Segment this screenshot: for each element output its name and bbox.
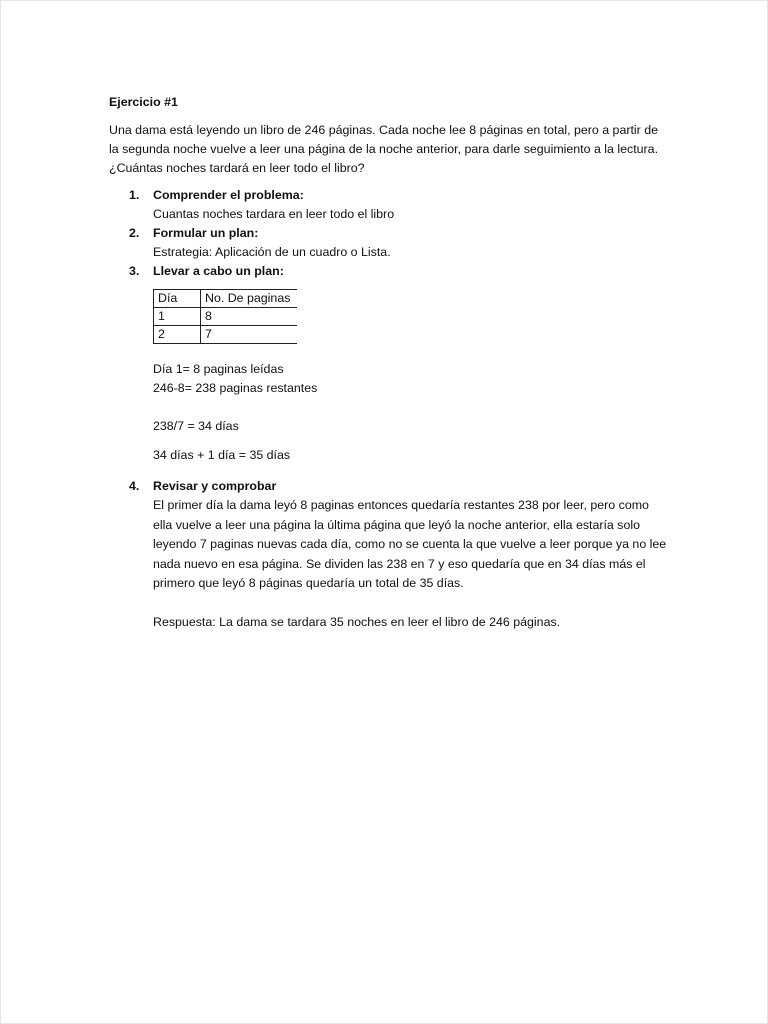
table-header-cell: Día — [154, 290, 201, 308]
step-execute — [109, 262, 669, 475]
step-title: Comprender el problema: — [153, 188, 304, 202]
step-title: Formular un plan: — [153, 226, 259, 240]
calc-line: 246-8= 238 paginas restantes — [153, 381, 318, 395]
solution-steps — [109, 186, 669, 632]
calc-line: 238/7 = 34 días — [153, 419, 239, 433]
calc-line: Día 1= 8 paginas leídas — [153, 362, 284, 376]
step-body: Cuantas noches tardara en leer todo el libro — [153, 207, 395, 221]
table-cell: 8 — [201, 308, 298, 326]
exercise-title: Ejercicio #1 — [109, 95, 178, 109]
table-header-cell: No. De paginas — [201, 290, 298, 308]
calc-line: 34 días + 1 día = 35 días — [153, 448, 291, 462]
table-row — [154, 308, 298, 326]
step-body: Estrategia: Aplicación de un cuadro o Lista. — [153, 245, 391, 259]
step-number: 1. — [129, 188, 140, 202]
step-title: Llevar a cabo un plan: — [153, 264, 284, 278]
pages-table-wrapper — [153, 289, 669, 344]
step-plan — [109, 224, 669, 262]
table-row — [154, 326, 298, 344]
step-understand — [109, 186, 669, 224]
step-body: El primer día la dama leyó 8 paginas entonces quedaría restantes 238 por leer, pero como ella vuelve a leer una página la última página que leyó la noche anterior, ella estaría solo leyendo 7 paginas nuevas cada día, como no se cuenta la que vuelve a leer porque ya no lee nada nuevo en esa página. Se dividen las 238 en 7 y eso quedaría que en 34 días más el primero que leyó 8 páginas quedaría un total de 35 días. — [153, 498, 667, 590]
table-header-row — [154, 290, 298, 308]
step-number: 3. — [129, 264, 140, 278]
table-cell: 7 — [201, 326, 298, 344]
pages-per-day-table — [153, 289, 297, 344]
step-number: 4. — [129, 479, 140, 493]
step-review — [109, 477, 669, 632]
final-answer: Respuesta: La dama se tardara 35 noches en leer el libro de 246 páginas. — [153, 614, 561, 629]
document-content — [109, 93, 669, 632]
problem-statement: Una dama está leyendo un libro de 246 páginas. Cada noche lee 8 páginas en total, pero a partir de la segunda noche vuelve a leer una página de la noche anterior, para darle seguimiento a la lectura. ¿Cuántas noches tardará en leer todo el libro? — [109, 123, 659, 175]
step-title: Revisar y comprobar — [153, 479, 277, 493]
table-cell: 2 — [154, 326, 201, 344]
step-number: 2. — [129, 226, 140, 240]
table-cell: 1 — [154, 308, 201, 326]
